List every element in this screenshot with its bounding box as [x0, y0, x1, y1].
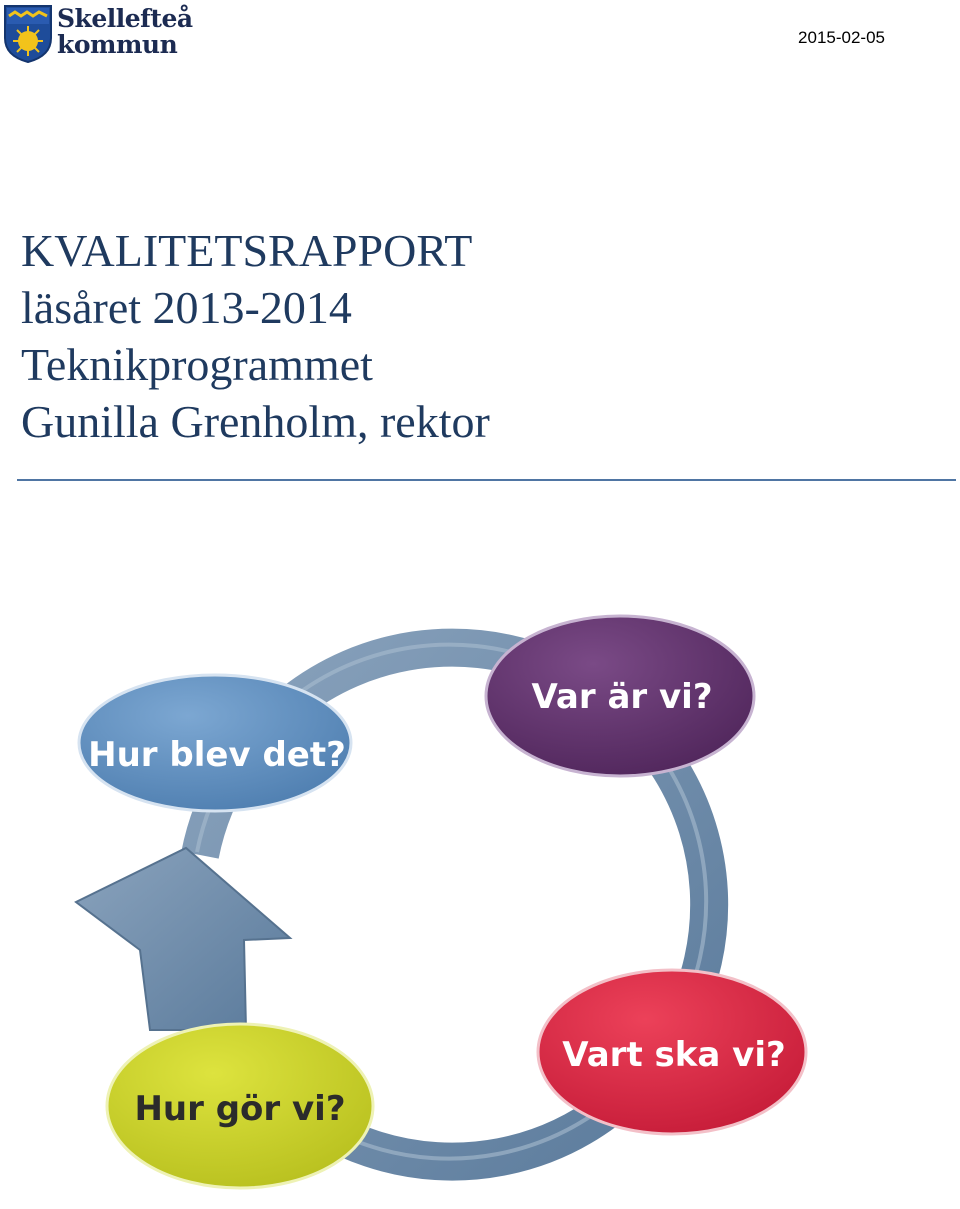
bubble-do-label: Hur gör vi? [134, 1089, 346, 1129]
quality-cycle-diagram [0, 600, 960, 1209]
title-line-2: läsåret 2013-2014 [21, 282, 352, 333]
logo-line-2: kommun [57, 30, 178, 59]
document-date: 2015-02-05 [798, 28, 885, 47]
cycle-arrow-icon [76, 848, 290, 1030]
bubble-goal-label: Vart ska vi? [562, 1035, 786, 1075]
logo-line-1: Skellefteå [57, 4, 193, 33]
bubble-review-label: Hur blev det? [88, 735, 346, 775]
bubble-plan-label: Var är vi? [531, 677, 713, 717]
skelleftea-logo [3, 4, 193, 64]
title-line-4: Gunilla Grenholm, rektor [21, 396, 490, 447]
title-line-1: KVALITETSRAPPORT [21, 225, 473, 276]
title-divider [17, 479, 956, 481]
report-title [21, 222, 490, 450]
title-line-3: Teknikprogrammet [21, 339, 373, 390]
coat-of-arms-icon [3, 4, 53, 64]
logo-text [57, 6, 193, 58]
